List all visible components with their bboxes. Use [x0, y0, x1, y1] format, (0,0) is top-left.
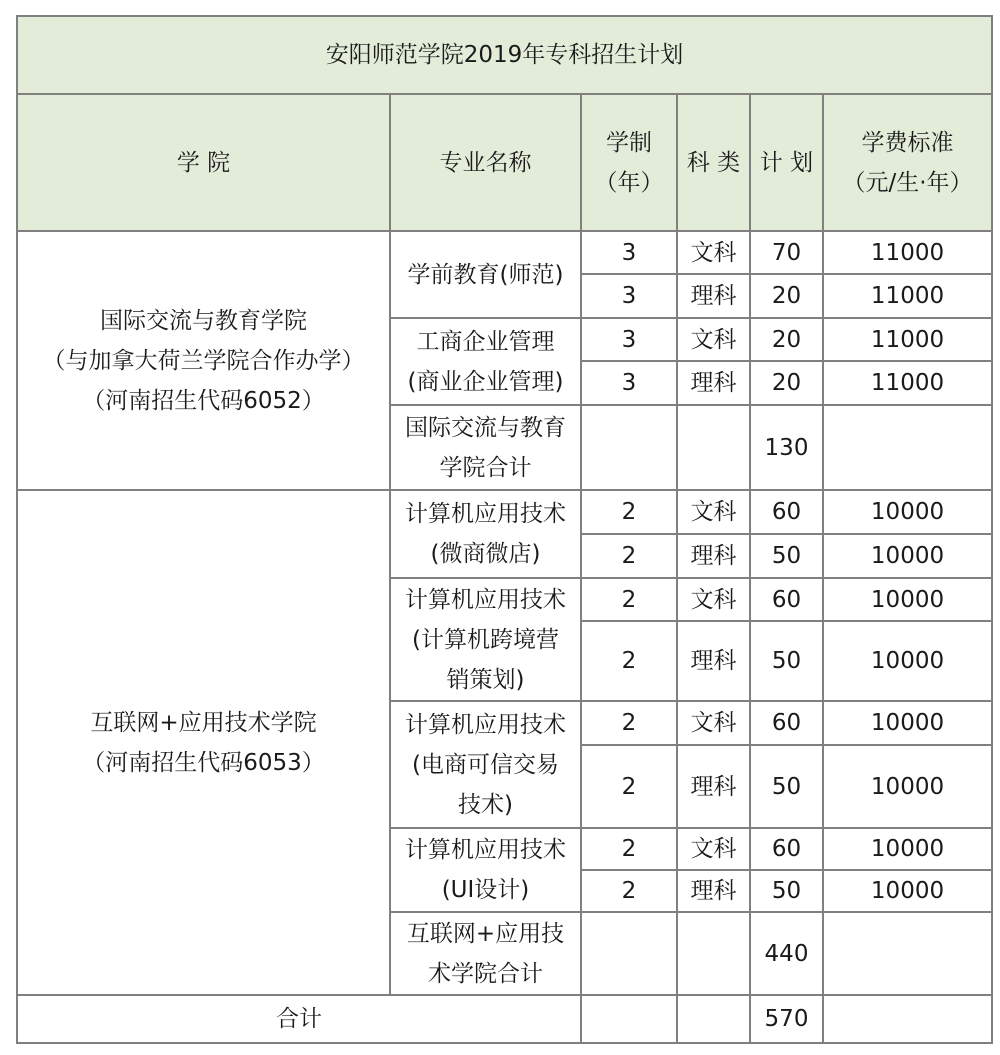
- plan-cell: 20: [750, 318, 823, 361]
- plan-cell: 70: [750, 231, 823, 274]
- category-cell: 文科: [677, 578, 750, 621]
- major-line: (电商可信交易: [412, 751, 559, 778]
- major-line: 工商企业管理: [416, 328, 555, 355]
- major-line: 术学院合计: [428, 960, 543, 987]
- major-line: 销策划): [446, 666, 525, 693]
- fee-cell: 10000: [823, 745, 992, 828]
- fee-cell: 10000: [823, 578, 992, 621]
- table-title: 安阳师范学院2019年专科招生计划: [17, 16, 992, 94]
- header-years: [581, 94, 677, 231]
- category-cell: 文科: [677, 701, 750, 745]
- plan-cell: 440: [750, 912, 823, 995]
- fee-cell: 10000: [823, 490, 992, 534]
- plan-cell: 130: [750, 405, 823, 490]
- college-line: 互联网+应用技术学院: [90, 709, 317, 736]
- major-cell: [390, 318, 581, 405]
- years-cell: 3: [581, 318, 677, 361]
- fee-cell: 10000: [823, 701, 992, 745]
- fee-cell: 10000: [823, 870, 992, 912]
- major-line: (商业企业管理): [407, 368, 564, 395]
- major-line: 计算机应用技术: [405, 501, 566, 527]
- years-cell: 2: [581, 870, 677, 912]
- years-cell: 2: [581, 701, 677, 745]
- title-row: [17, 16, 992, 94]
- fee-cell: 11000: [823, 361, 992, 405]
- fee-cell: [823, 995, 992, 1043]
- plan-cell: 50: [750, 621, 823, 701]
- plan-cell: 50: [750, 745, 823, 828]
- major-line: (UI设计): [441, 877, 530, 903]
- fee-cell: [823, 912, 992, 995]
- years-cell: 2: [581, 490, 677, 534]
- plan-cell: 60: [750, 701, 823, 745]
- fee-cell: 11000: [823, 318, 992, 361]
- table-row: [17, 490, 992, 534]
- years-cell: 2: [581, 828, 677, 870]
- years-cell: 3: [581, 361, 677, 405]
- plan-cell: 20: [750, 361, 823, 405]
- category-cell: 理科: [677, 745, 750, 828]
- fee-cell: 11000: [823, 274, 992, 318]
- category-cell: 理科: [677, 274, 750, 318]
- years-cell: 2: [581, 745, 677, 828]
- college-line: 国际交流与教育学院: [100, 307, 307, 334]
- header-fee-line: 学费标准: [861, 129, 954, 156]
- years-cell: 3: [581, 231, 677, 274]
- category-cell: 理科: [677, 621, 750, 701]
- category-cell: [677, 405, 750, 490]
- college-line: （河南招生代码6052）: [82, 387, 325, 414]
- header-major: 专业名称: [390, 94, 581, 231]
- category-cell: 文科: [677, 318, 750, 361]
- major-cell: [390, 912, 581, 995]
- major-line: (计算机跨境营: [412, 626, 559, 653]
- total-label: 合计: [17, 995, 581, 1043]
- major-cell: [390, 231, 581, 318]
- plan-cell: 50: [750, 534, 823, 578]
- college-line: （河南招生代码6053）: [82, 749, 325, 776]
- fee-cell: 10000: [823, 621, 992, 701]
- category-cell: 文科: [677, 828, 750, 870]
- major-cell: [390, 701, 581, 828]
- years-cell: 2: [581, 621, 677, 701]
- header-plan: 计 划: [750, 94, 823, 231]
- major-line: 学院合计: [439, 454, 532, 481]
- plan-cell: 60: [750, 828, 823, 870]
- years-cell: 2: [581, 578, 677, 621]
- plan-cell: 60: [750, 578, 823, 621]
- category-cell: [677, 912, 750, 995]
- years-cell: 3: [581, 274, 677, 318]
- category-cell: 理科: [677, 534, 750, 578]
- plan-cell: 20: [750, 274, 823, 318]
- major-cell: [390, 490, 581, 578]
- years-cell: [581, 405, 677, 490]
- major-cell: [390, 578, 581, 701]
- major-line: 计算机应用技术: [405, 837, 566, 863]
- header-years-line: （年）: [594, 169, 664, 196]
- header-category: 科 类: [677, 94, 750, 231]
- college-cell: [17, 490, 390, 995]
- category-cell: 理科: [677, 361, 750, 405]
- college-cell: [17, 231, 390, 490]
- enrollment-plan-table: [16, 15, 993, 1044]
- major-line: 技术): [458, 791, 513, 818]
- years-cell: 2: [581, 534, 677, 578]
- plan-cell: 50: [750, 870, 823, 912]
- fee-cell: [823, 405, 992, 490]
- major-cell: [390, 405, 581, 490]
- header-college: 学 院: [17, 94, 390, 231]
- fee-cell: 10000: [823, 828, 992, 870]
- category-cell: 文科: [677, 231, 750, 274]
- header-row: [17, 94, 992, 231]
- years-cell: [581, 912, 677, 995]
- total-plan: 570: [750, 995, 823, 1043]
- years-cell: [581, 995, 677, 1043]
- fee-cell: 10000: [823, 534, 992, 578]
- fee-cell: 11000: [823, 231, 992, 274]
- plan-cell: 60: [750, 490, 823, 534]
- category-cell: 理科: [677, 870, 750, 912]
- header-years-line: 学制: [606, 129, 652, 156]
- major-line: 互联网+应用技: [406, 920, 565, 947]
- total-row: [17, 995, 992, 1043]
- table-row: [17, 231, 992, 274]
- major-line: 学前教育(师范): [407, 261, 564, 288]
- major-line: (微商微店): [430, 541, 541, 567]
- header-fee-line: （元/生·年）: [842, 169, 973, 196]
- major-cell: [390, 828, 581, 912]
- major-line: 国际交流与教育: [405, 414, 566, 441]
- major-line: 计算机应用技术: [405, 711, 566, 738]
- header-fee: [823, 94, 992, 231]
- category-cell: [677, 995, 750, 1043]
- major-line: 计算机应用技术: [405, 586, 566, 613]
- category-cell: 文科: [677, 490, 750, 534]
- college-line: （与加拿大荷兰学院合作办学）: [42, 347, 365, 374]
